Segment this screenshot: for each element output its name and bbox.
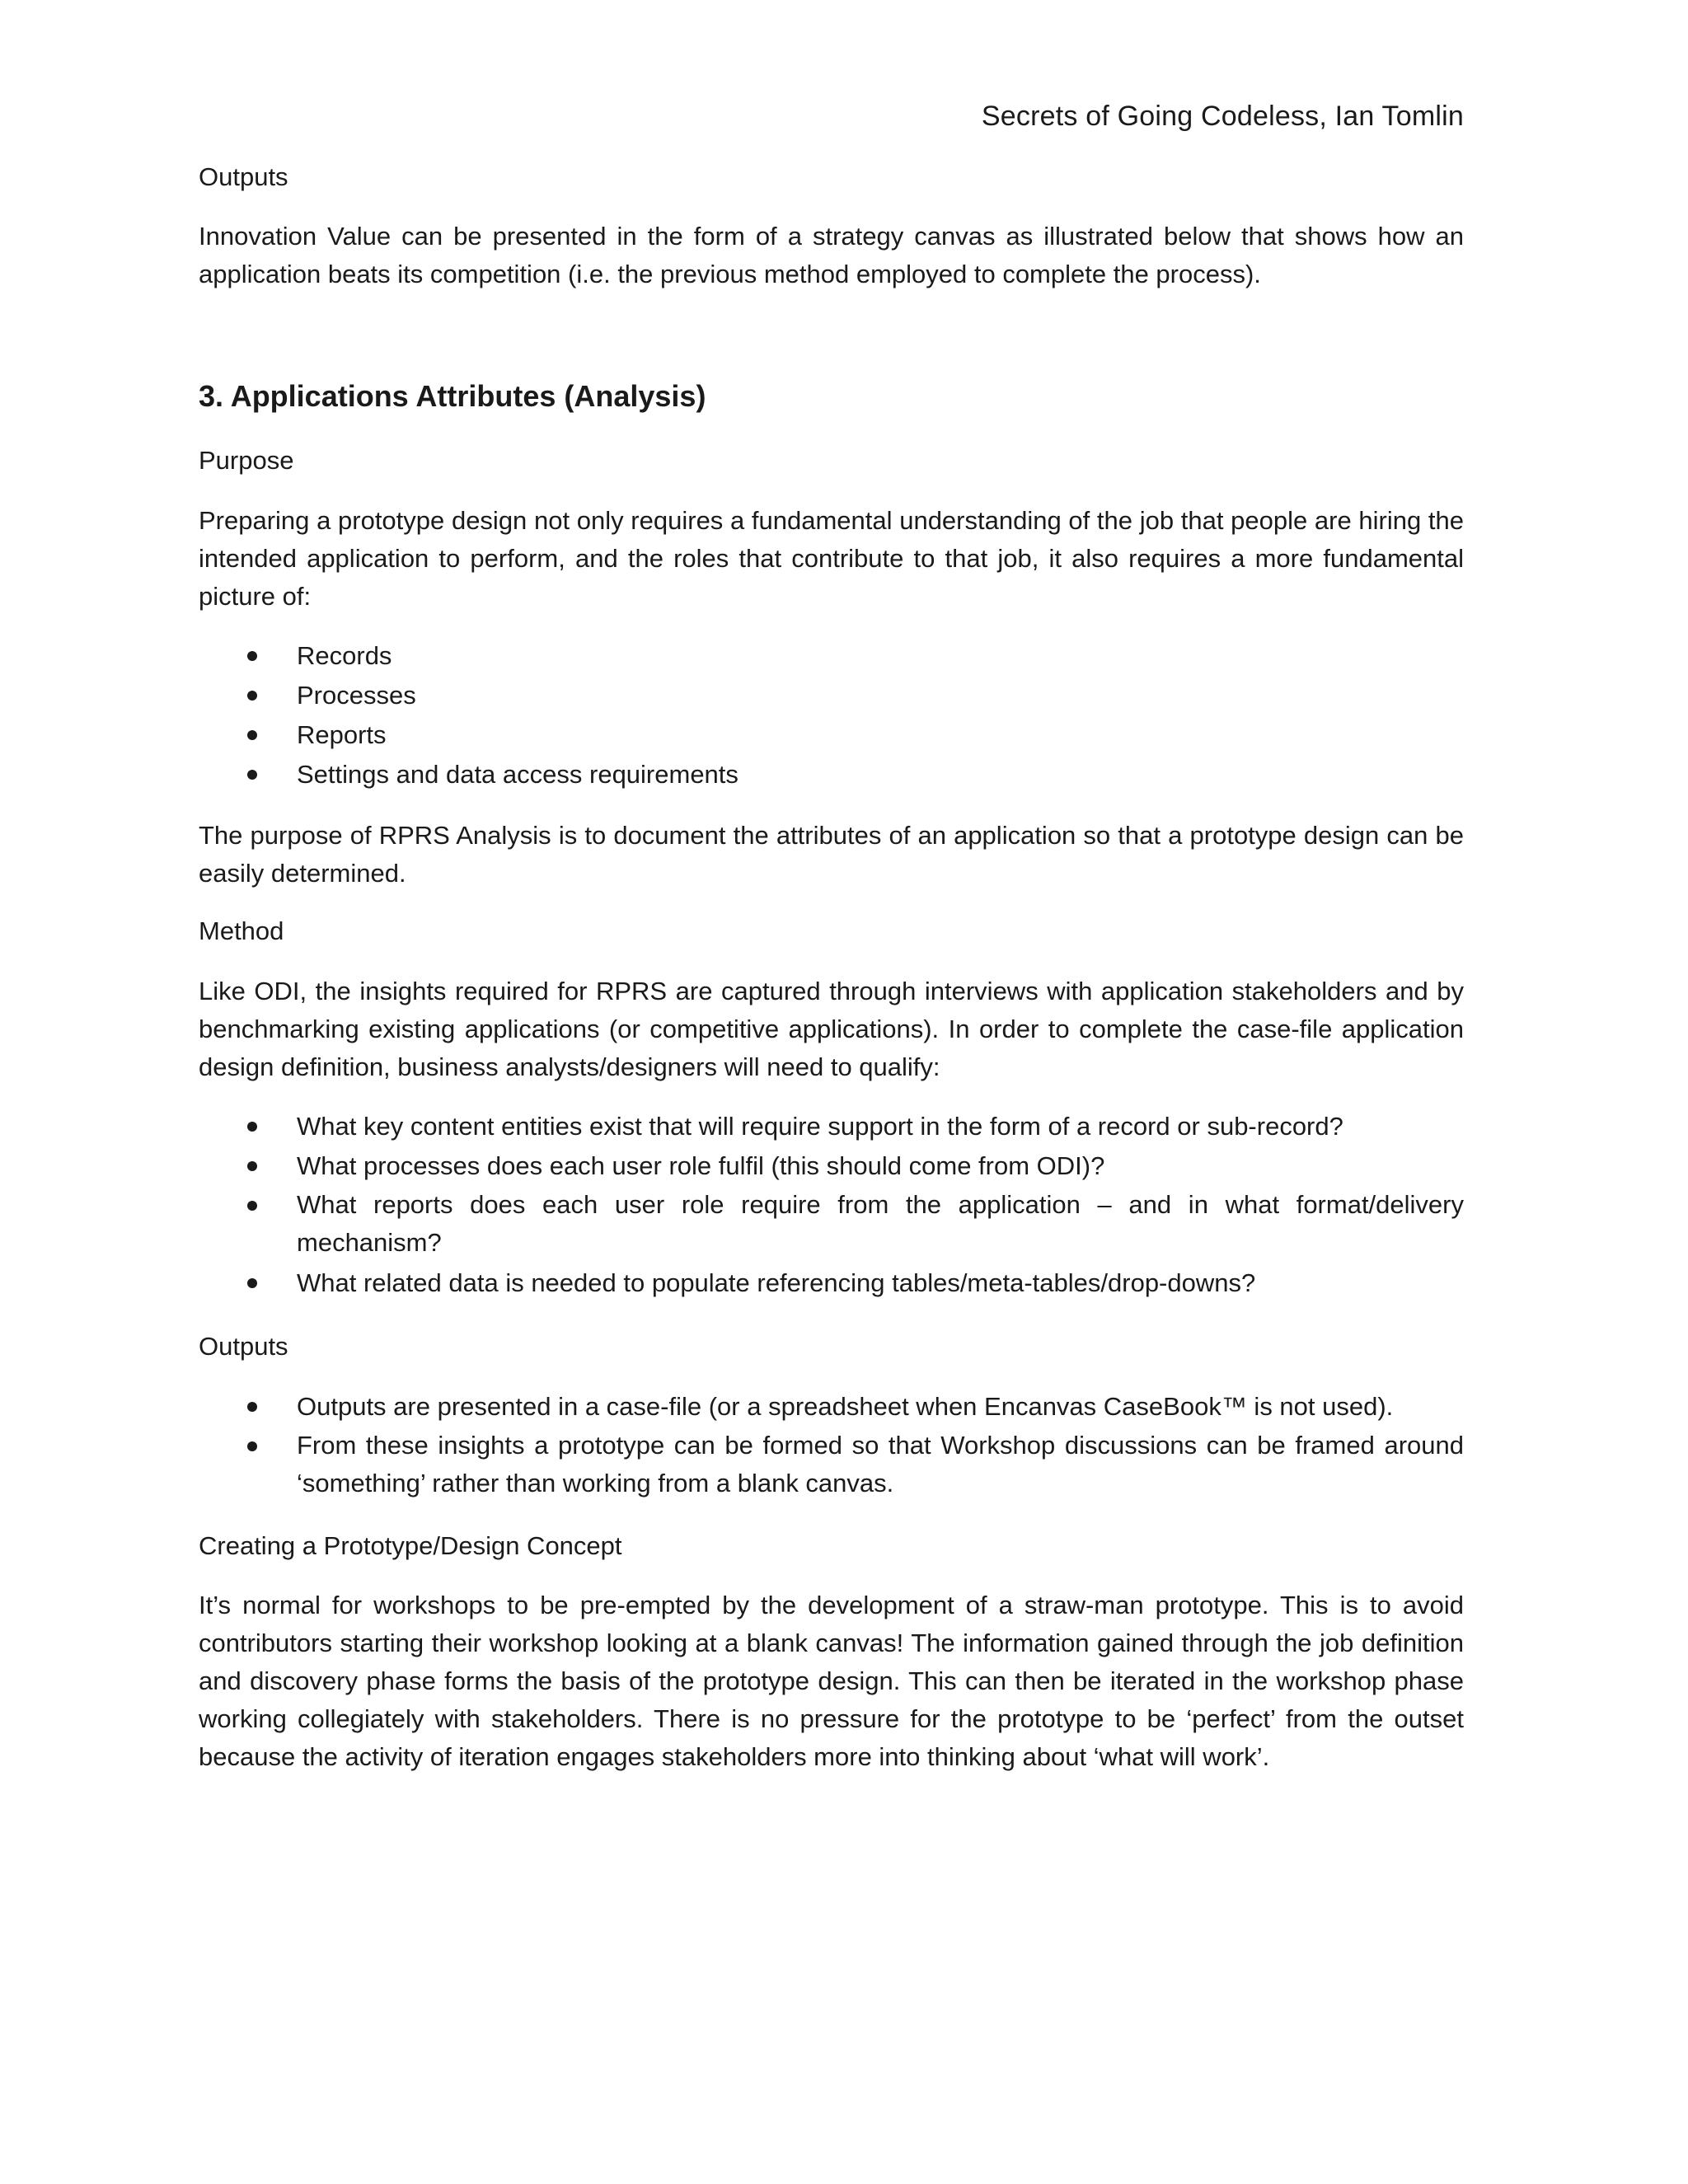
bullet-icon	[247, 1122, 257, 1132]
bullet-icon	[247, 1278, 257, 1288]
bullet-icon	[247, 1402, 257, 1412]
outputs-paragraph: Innovation Value can be presented in the form of a strategy canvas as illustrated below that shows how an application beats its competition (i.e. the previous method employed to complete the process).	[199, 222, 1464, 288]
list-item-text: What key content entities exist that will require support in the form of a record or sub-record?	[297, 1112, 1343, 1141]
purpose-bullet-list	[199, 636, 1464, 794]
purpose-label: Purpose	[199, 446, 294, 475]
list-item-text: What processes does each user role fulfil (this should come from ODI)?	[297, 1151, 1105, 1180]
outputs-bullet-list	[199, 1387, 1464, 1502]
bullet-icon	[247, 691, 257, 701]
bullet-icon	[247, 1201, 257, 1211]
list-item-text: What related data is needed to populate referencing tables/meta-tables/drop-downs?	[297, 1268, 1256, 1297]
list-item	[199, 1146, 1464, 1186]
bullet-icon	[247, 1161, 257, 1171]
outputs-label-2: Outputs	[199, 1332, 288, 1361]
list-item-text: Settings and data access requirements	[297, 760, 738, 789]
list-item	[199, 676, 1464, 715]
bullet-icon	[247, 651, 257, 661]
method-bullet-list	[199, 1107, 1464, 1303]
list-item-text: From these insights a prototype can be formed so that Workshop discussions can be framed around ‘something’ rather than working from a blank canvas.	[297, 1431, 1464, 1497]
method-paragraph: Like ODI, the insights required for RPRS are captured through interviews with application stakeholders and by benchmarking existing applications (or competitive applications). In order to complete the case-file application design definition, business analysts/designers will need to qualify:	[199, 977, 1464, 1081]
list-item	[199, 1186, 1464, 1262]
section-heading: 3. Applications Attributes (Analysis)	[199, 379, 706, 413]
bullet-icon	[247, 730, 257, 740]
list-item	[199, 715, 1464, 755]
purpose-summary-paragraph: The purpose of RPRS Analysis is to document the attributes of an application so that a prototype design can be easily determined.	[199, 821, 1464, 888]
list-item-text: Outputs are presented in a case-file (or a spreadsheet when Encanvas CaseBook™ is not used).	[297, 1392, 1394, 1421]
bullet-icon	[247, 770, 257, 780]
bullet-icon	[247, 1441, 257, 1451]
list-item-text: Processes	[297, 681, 416, 710]
purpose-paragraph: Preparing a prototype design not only requires a fundamental understanding of the job that people are hiring the intended application to perform, and the roles that contribute to that job, it also requires a more fundamental picture of:	[199, 506, 1464, 611]
list-item	[199, 636, 1464, 676]
list-item-text: Records	[297, 641, 392, 670]
list-item	[199, 1263, 1464, 1303]
outputs-label: Outputs	[199, 162, 288, 191]
list-item-text: What reports does each user role require from the application – and in what format/delivery mechanism?	[297, 1190, 1464, 1257]
list-item	[199, 755, 1464, 794]
list-item	[199, 1107, 1464, 1146]
method-label: Method	[199, 916, 284, 945]
prototype-label: Creating a Prototype/Design Concept	[199, 1531, 622, 1560]
running-header: Secrets of Going Codeless, Ian Tomlin	[981, 101, 1464, 132]
prototype-paragraph: It’s normal for workshops to be pre-empted by the development of a straw-man prototype. This is to avoid contributors starting their workshop looking at a blank canvas! The information gained through the job definition and discovery phase forms the basis of the prototype design. This can then be iterated in the workshop phase working collegiately with stakeholders. There is no pressure for the prototype to be ‘perfect’ from the outset because the activity of iteration engages stakeholders more into thinking about ‘what will work’.	[199, 1591, 1464, 1771]
list-item	[199, 1387, 1464, 1427]
list-item	[199, 1427, 1464, 1502]
list-item-text: Reports	[297, 720, 387, 749]
